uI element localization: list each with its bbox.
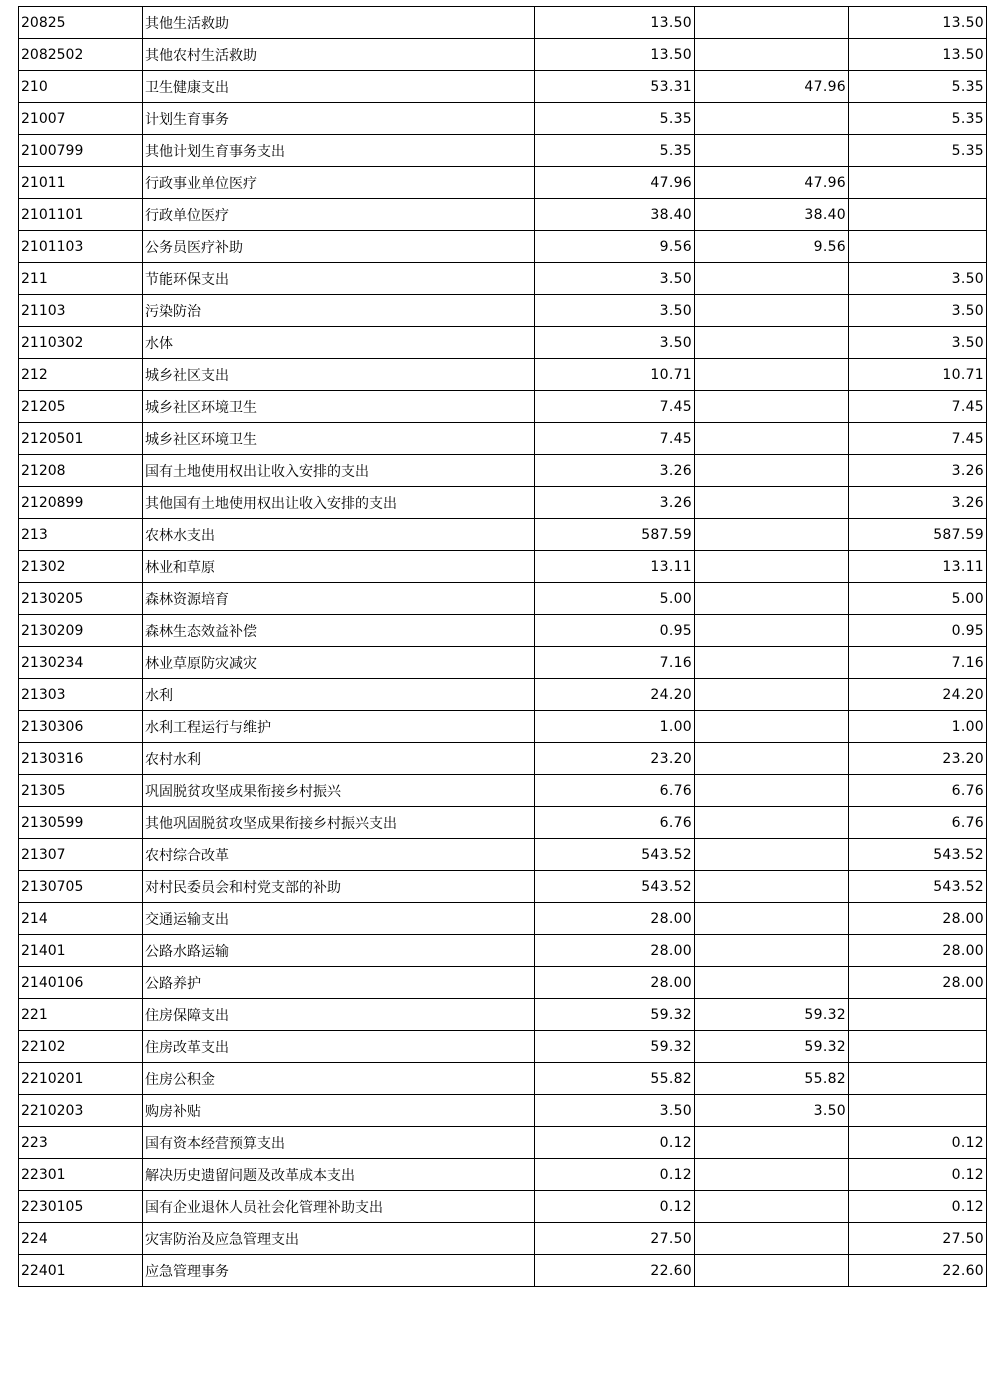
project-expenditure-cell: 587.59 bbox=[849, 519, 987, 551]
subject-code-cell: 2130306 bbox=[19, 711, 143, 743]
subject-name-cell: 水利工程运行与维护 bbox=[143, 711, 535, 743]
table-row bbox=[19, 807, 987, 839]
basic-expenditure-cell bbox=[695, 359, 849, 391]
subject-code-cell: 2130205 bbox=[19, 583, 143, 615]
subject-name-cell: 其他计划生育事务支出 bbox=[143, 135, 535, 167]
basic-expenditure-cell bbox=[695, 391, 849, 423]
basic-expenditure-cell bbox=[695, 327, 849, 359]
basic-expenditure-cell bbox=[695, 1223, 849, 1255]
subject-code-cell: 2210201 bbox=[19, 1063, 143, 1095]
subject-name-cell: 城乡社区环境卫生 bbox=[143, 391, 535, 423]
total-amount-cell: 0.95 bbox=[535, 615, 695, 647]
basic-expenditure-cell bbox=[695, 967, 849, 999]
project-expenditure-cell: 23.20 bbox=[849, 743, 987, 775]
project-expenditure-cell: 0.12 bbox=[849, 1127, 987, 1159]
table-row bbox=[19, 967, 987, 999]
subject-code-cell: 2082502 bbox=[19, 39, 143, 71]
project-expenditure-cell: 24.20 bbox=[849, 679, 987, 711]
subject-name-cell: 行政事业单位医疗 bbox=[143, 167, 535, 199]
project-expenditure-cell: 28.00 bbox=[849, 967, 987, 999]
subject-name-cell: 公路养护 bbox=[143, 967, 535, 999]
total-amount-cell: 3.26 bbox=[535, 455, 695, 487]
basic-expenditure-cell: 47.96 bbox=[695, 71, 849, 103]
table-row bbox=[19, 1255, 987, 1287]
basic-expenditure-cell bbox=[695, 1191, 849, 1223]
project-expenditure-cell: 22.60 bbox=[849, 1255, 987, 1287]
subject-name-cell: 森林资源培育 bbox=[143, 583, 535, 615]
basic-expenditure-cell: 59.32 bbox=[695, 1031, 849, 1063]
basic-expenditure-cell bbox=[695, 7, 849, 39]
table-row bbox=[19, 839, 987, 871]
subject-code-cell: 221 bbox=[19, 999, 143, 1031]
project-expenditure-cell: 5.00 bbox=[849, 583, 987, 615]
table-row bbox=[19, 519, 987, 551]
subject-code-cell: 2130316 bbox=[19, 743, 143, 775]
basic-expenditure-cell bbox=[695, 135, 849, 167]
subject-code-cell: 20825 bbox=[19, 7, 143, 39]
total-amount-cell: 3.50 bbox=[535, 1095, 695, 1127]
subject-code-cell: 2101101 bbox=[19, 199, 143, 231]
total-amount-cell: 0.12 bbox=[535, 1127, 695, 1159]
total-amount-cell: 38.40 bbox=[535, 199, 695, 231]
basic-expenditure-cell bbox=[695, 39, 849, 71]
total-amount-cell: 28.00 bbox=[535, 903, 695, 935]
total-amount-cell: 24.20 bbox=[535, 679, 695, 711]
table-row bbox=[19, 391, 987, 423]
table-row bbox=[19, 1223, 987, 1255]
subject-name-cell: 城乡社区支出 bbox=[143, 359, 535, 391]
subject-name-cell: 林业和草原 bbox=[143, 551, 535, 583]
subject-code-cell: 210 bbox=[19, 71, 143, 103]
basic-expenditure-cell bbox=[695, 1255, 849, 1287]
total-amount-cell: 0.12 bbox=[535, 1191, 695, 1223]
table-row bbox=[19, 199, 987, 231]
basic-expenditure-cell bbox=[695, 103, 849, 135]
basic-expenditure-cell bbox=[695, 871, 849, 903]
subject-code-cell: 2210203 bbox=[19, 1095, 143, 1127]
basic-expenditure-cell: 59.32 bbox=[695, 999, 849, 1031]
project-expenditure-cell: 7.45 bbox=[849, 423, 987, 455]
basic-expenditure-cell bbox=[695, 807, 849, 839]
subject-name-cell: 解决历史遗留问题及改革成本支出 bbox=[143, 1159, 535, 1191]
subject-name-cell: 灾害防治及应急管理支出 bbox=[143, 1223, 535, 1255]
total-amount-cell: 59.32 bbox=[535, 1031, 695, 1063]
subject-name-cell: 应急管理事务 bbox=[143, 1255, 535, 1287]
total-amount-cell: 6.76 bbox=[535, 775, 695, 807]
total-amount-cell: 55.82 bbox=[535, 1063, 695, 1095]
total-amount-cell: 6.76 bbox=[535, 807, 695, 839]
project-expenditure-cell: 0.12 bbox=[849, 1159, 987, 1191]
subject-name-cell: 交通运输支出 bbox=[143, 903, 535, 935]
project-expenditure-cell: 6.76 bbox=[849, 775, 987, 807]
subject-name-cell: 其他巩固脱贫攻坚成果衔接乡村振兴支出 bbox=[143, 807, 535, 839]
table-row bbox=[19, 455, 987, 487]
project-expenditure-cell: 3.26 bbox=[849, 487, 987, 519]
table-row bbox=[19, 935, 987, 967]
subject-code-cell: 22401 bbox=[19, 1255, 143, 1287]
subject-code-cell: 21305 bbox=[19, 775, 143, 807]
project-expenditure-cell: 28.00 bbox=[849, 903, 987, 935]
total-amount-cell: 5.35 bbox=[535, 103, 695, 135]
project-expenditure-cell: 7.45 bbox=[849, 391, 987, 423]
project-expenditure-cell: 10.71 bbox=[849, 359, 987, 391]
subject-code-cell: 223 bbox=[19, 1127, 143, 1159]
total-amount-cell: 27.50 bbox=[535, 1223, 695, 1255]
subject-code-cell: 213 bbox=[19, 519, 143, 551]
project-expenditure-cell: 3.50 bbox=[849, 327, 987, 359]
project-expenditure-cell bbox=[849, 1063, 987, 1095]
basic-expenditure-cell bbox=[695, 295, 849, 327]
table-row bbox=[19, 679, 987, 711]
subject-code-cell: 21103 bbox=[19, 295, 143, 327]
table-row bbox=[19, 743, 987, 775]
total-amount-cell: 3.50 bbox=[535, 295, 695, 327]
basic-expenditure-cell: 3.50 bbox=[695, 1095, 849, 1127]
subject-code-cell: 2110302 bbox=[19, 327, 143, 359]
table-row bbox=[19, 1063, 987, 1095]
total-amount-cell: 7.45 bbox=[535, 391, 695, 423]
subject-name-cell: 购房补贴 bbox=[143, 1095, 535, 1127]
table-row bbox=[19, 871, 987, 903]
basic-expenditure-cell bbox=[695, 423, 849, 455]
total-amount-cell: 543.52 bbox=[535, 839, 695, 871]
basic-expenditure-cell bbox=[695, 519, 849, 551]
table-row bbox=[19, 7, 987, 39]
total-amount-cell: 9.56 bbox=[535, 231, 695, 263]
basic-expenditure-cell: 55.82 bbox=[695, 1063, 849, 1095]
subject-code-cell: 21208 bbox=[19, 455, 143, 487]
subject-name-cell: 公务员医疗补助 bbox=[143, 231, 535, 263]
subject-name-cell: 住房保障支出 bbox=[143, 999, 535, 1031]
subject-name-cell: 巩固脱贫攻坚成果衔接乡村振兴 bbox=[143, 775, 535, 807]
subject-name-cell: 水利 bbox=[143, 679, 535, 711]
subject-name-cell: 国有企业退休人员社会化管理补助支出 bbox=[143, 1191, 535, 1223]
project-expenditure-cell: 27.50 bbox=[849, 1223, 987, 1255]
subject-code-cell: 2130234 bbox=[19, 647, 143, 679]
subject-code-cell: 2230105 bbox=[19, 1191, 143, 1223]
total-amount-cell: 23.20 bbox=[535, 743, 695, 775]
project-expenditure-cell: 13.11 bbox=[849, 551, 987, 583]
subject-code-cell: 21401 bbox=[19, 935, 143, 967]
total-amount-cell: 59.32 bbox=[535, 999, 695, 1031]
table-row bbox=[19, 263, 987, 295]
subject-name-cell: 行政单位医疗 bbox=[143, 199, 535, 231]
total-amount-cell: 28.00 bbox=[535, 967, 695, 999]
subject-code-cell: 214 bbox=[19, 903, 143, 935]
subject-name-cell: 其他生活救助 bbox=[143, 7, 535, 39]
subject-name-cell: 森林生态效益补偿 bbox=[143, 615, 535, 647]
subject-code-cell: 2140106 bbox=[19, 967, 143, 999]
subject-name-cell: 城乡社区环境卫生 bbox=[143, 423, 535, 455]
subject-code-cell: 2120501 bbox=[19, 423, 143, 455]
basic-expenditure-cell bbox=[695, 263, 849, 295]
table-row bbox=[19, 1159, 987, 1191]
table-row bbox=[19, 551, 987, 583]
subject-name-cell: 对村民委员会和村党支部的补助 bbox=[143, 871, 535, 903]
subject-code-cell: 21205 bbox=[19, 391, 143, 423]
project-expenditure-cell: 13.50 bbox=[849, 7, 987, 39]
total-amount-cell: 22.60 bbox=[535, 1255, 695, 1287]
project-expenditure-cell: 5.35 bbox=[849, 135, 987, 167]
project-expenditure-cell: 3.50 bbox=[849, 263, 987, 295]
subject-code-cell: 2130599 bbox=[19, 807, 143, 839]
total-amount-cell: 13.50 bbox=[535, 39, 695, 71]
basic-expenditure-cell: 47.96 bbox=[695, 167, 849, 199]
table-row bbox=[19, 423, 987, 455]
total-amount-cell: 1.00 bbox=[535, 711, 695, 743]
subject-name-cell: 污染防治 bbox=[143, 295, 535, 327]
project-expenditure-cell: 5.35 bbox=[849, 103, 987, 135]
subject-name-cell: 农村水利 bbox=[143, 743, 535, 775]
subject-name-cell: 林业草原防灾减灾 bbox=[143, 647, 535, 679]
subject-name-cell: 节能环保支出 bbox=[143, 263, 535, 295]
subject-code-cell: 21011 bbox=[19, 167, 143, 199]
total-amount-cell: 543.52 bbox=[535, 871, 695, 903]
total-amount-cell: 3.50 bbox=[535, 263, 695, 295]
subject-name-cell: 住房公积金 bbox=[143, 1063, 535, 1095]
basic-expenditure-cell bbox=[695, 743, 849, 775]
table-row bbox=[19, 359, 987, 391]
subject-code-cell: 211 bbox=[19, 263, 143, 295]
table-row bbox=[19, 1127, 987, 1159]
project-expenditure-cell: 28.00 bbox=[849, 935, 987, 967]
total-amount-cell: 53.31 bbox=[535, 71, 695, 103]
project-expenditure-cell: 7.16 bbox=[849, 647, 987, 679]
total-amount-cell: 0.12 bbox=[535, 1159, 695, 1191]
total-amount-cell: 13.50 bbox=[535, 7, 695, 39]
basic-expenditure-cell bbox=[695, 935, 849, 967]
subject-name-cell: 农村综合改革 bbox=[143, 839, 535, 871]
subject-code-cell: 21303 bbox=[19, 679, 143, 711]
project-expenditure-cell: 3.50 bbox=[849, 295, 987, 327]
basic-expenditure-cell bbox=[695, 1127, 849, 1159]
basic-expenditure-cell bbox=[695, 775, 849, 807]
table-body bbox=[19, 7, 987, 1287]
basic-expenditure-cell bbox=[695, 1159, 849, 1191]
total-amount-cell: 5.35 bbox=[535, 135, 695, 167]
basic-expenditure-cell bbox=[695, 583, 849, 615]
subject-name-cell: 国有资本经营预算支出 bbox=[143, 1127, 535, 1159]
total-amount-cell: 7.45 bbox=[535, 423, 695, 455]
subject-name-cell: 卫生健康支出 bbox=[143, 71, 535, 103]
table-row bbox=[19, 39, 987, 71]
project-expenditure-cell: 543.52 bbox=[849, 871, 987, 903]
project-expenditure-cell: 6.76 bbox=[849, 807, 987, 839]
table-row bbox=[19, 327, 987, 359]
basic-expenditure-cell bbox=[695, 839, 849, 871]
subject-code-cell: 224 bbox=[19, 1223, 143, 1255]
project-expenditure-cell bbox=[849, 167, 987, 199]
subject-code-cell: 21307 bbox=[19, 839, 143, 871]
subject-code-cell: 22102 bbox=[19, 1031, 143, 1063]
table-row bbox=[19, 647, 987, 679]
basic-expenditure-cell bbox=[695, 551, 849, 583]
total-amount-cell: 5.00 bbox=[535, 583, 695, 615]
table-row bbox=[19, 583, 987, 615]
project-expenditure-cell bbox=[849, 999, 987, 1031]
subject-name-cell: 国有土地使用权出让收入安排的支出 bbox=[143, 455, 535, 487]
project-expenditure-cell bbox=[849, 199, 987, 231]
project-expenditure-cell: 1.00 bbox=[849, 711, 987, 743]
total-amount-cell: 587.59 bbox=[535, 519, 695, 551]
subject-name-cell: 其他国有土地使用权出让收入安排的支出 bbox=[143, 487, 535, 519]
table-row bbox=[19, 615, 987, 647]
subject-code-cell: 212 bbox=[19, 359, 143, 391]
basic-expenditure-cell bbox=[695, 615, 849, 647]
subject-code-cell: 2101103 bbox=[19, 231, 143, 263]
total-amount-cell: 10.71 bbox=[535, 359, 695, 391]
subject-name-cell: 水体 bbox=[143, 327, 535, 359]
table-row bbox=[19, 295, 987, 327]
project-expenditure-cell bbox=[849, 1095, 987, 1127]
basic-expenditure-cell bbox=[695, 647, 849, 679]
project-expenditure-cell: 0.12 bbox=[849, 1191, 987, 1223]
subject-name-cell: 公路水路运输 bbox=[143, 935, 535, 967]
table-row bbox=[19, 71, 987, 103]
total-amount-cell: 28.00 bbox=[535, 935, 695, 967]
total-amount-cell: 7.16 bbox=[535, 647, 695, 679]
subject-name-cell: 计划生育事务 bbox=[143, 103, 535, 135]
subject-code-cell: 2120899 bbox=[19, 487, 143, 519]
subject-code-cell: 2130705 bbox=[19, 871, 143, 903]
table-row bbox=[19, 903, 987, 935]
basic-expenditure-cell bbox=[695, 679, 849, 711]
project-expenditure-cell: 5.35 bbox=[849, 71, 987, 103]
basic-expenditure-cell: 38.40 bbox=[695, 199, 849, 231]
table-row bbox=[19, 1095, 987, 1127]
subject-code-cell: 22301 bbox=[19, 1159, 143, 1191]
table-row bbox=[19, 711, 987, 743]
total-amount-cell: 3.50 bbox=[535, 327, 695, 359]
table-row bbox=[19, 231, 987, 263]
table-row bbox=[19, 999, 987, 1031]
basic-expenditure-cell: 9.56 bbox=[695, 231, 849, 263]
project-expenditure-cell bbox=[849, 231, 987, 263]
basic-expenditure-cell bbox=[695, 487, 849, 519]
subject-code-cell: 2130209 bbox=[19, 615, 143, 647]
table-row bbox=[19, 135, 987, 167]
basic-expenditure-cell bbox=[695, 903, 849, 935]
subject-name-cell: 农林水支出 bbox=[143, 519, 535, 551]
project-expenditure-cell: 543.52 bbox=[849, 839, 987, 871]
subject-code-cell: 2100799 bbox=[19, 135, 143, 167]
project-expenditure-cell: 3.26 bbox=[849, 455, 987, 487]
subject-code-cell: 21302 bbox=[19, 551, 143, 583]
subject-name-cell: 住房改革支出 bbox=[143, 1031, 535, 1063]
table-row bbox=[19, 487, 987, 519]
total-amount-cell: 3.26 bbox=[535, 487, 695, 519]
subject-code-cell: 21007 bbox=[19, 103, 143, 135]
subject-name-cell: 其他农村生活救助 bbox=[143, 39, 535, 71]
total-amount-cell: 13.11 bbox=[535, 551, 695, 583]
basic-expenditure-cell bbox=[695, 711, 849, 743]
project-expenditure-cell: 0.95 bbox=[849, 615, 987, 647]
table-row bbox=[19, 167, 987, 199]
total-amount-cell: 47.96 bbox=[535, 167, 695, 199]
budget-table bbox=[18, 6, 987, 1287]
table-row bbox=[19, 775, 987, 807]
basic-expenditure-cell bbox=[695, 455, 849, 487]
table-row bbox=[19, 1031, 987, 1063]
table-row bbox=[19, 103, 987, 135]
project-expenditure-cell bbox=[849, 1031, 987, 1063]
table-row bbox=[19, 1191, 987, 1223]
project-expenditure-cell: 13.50 bbox=[849, 39, 987, 71]
